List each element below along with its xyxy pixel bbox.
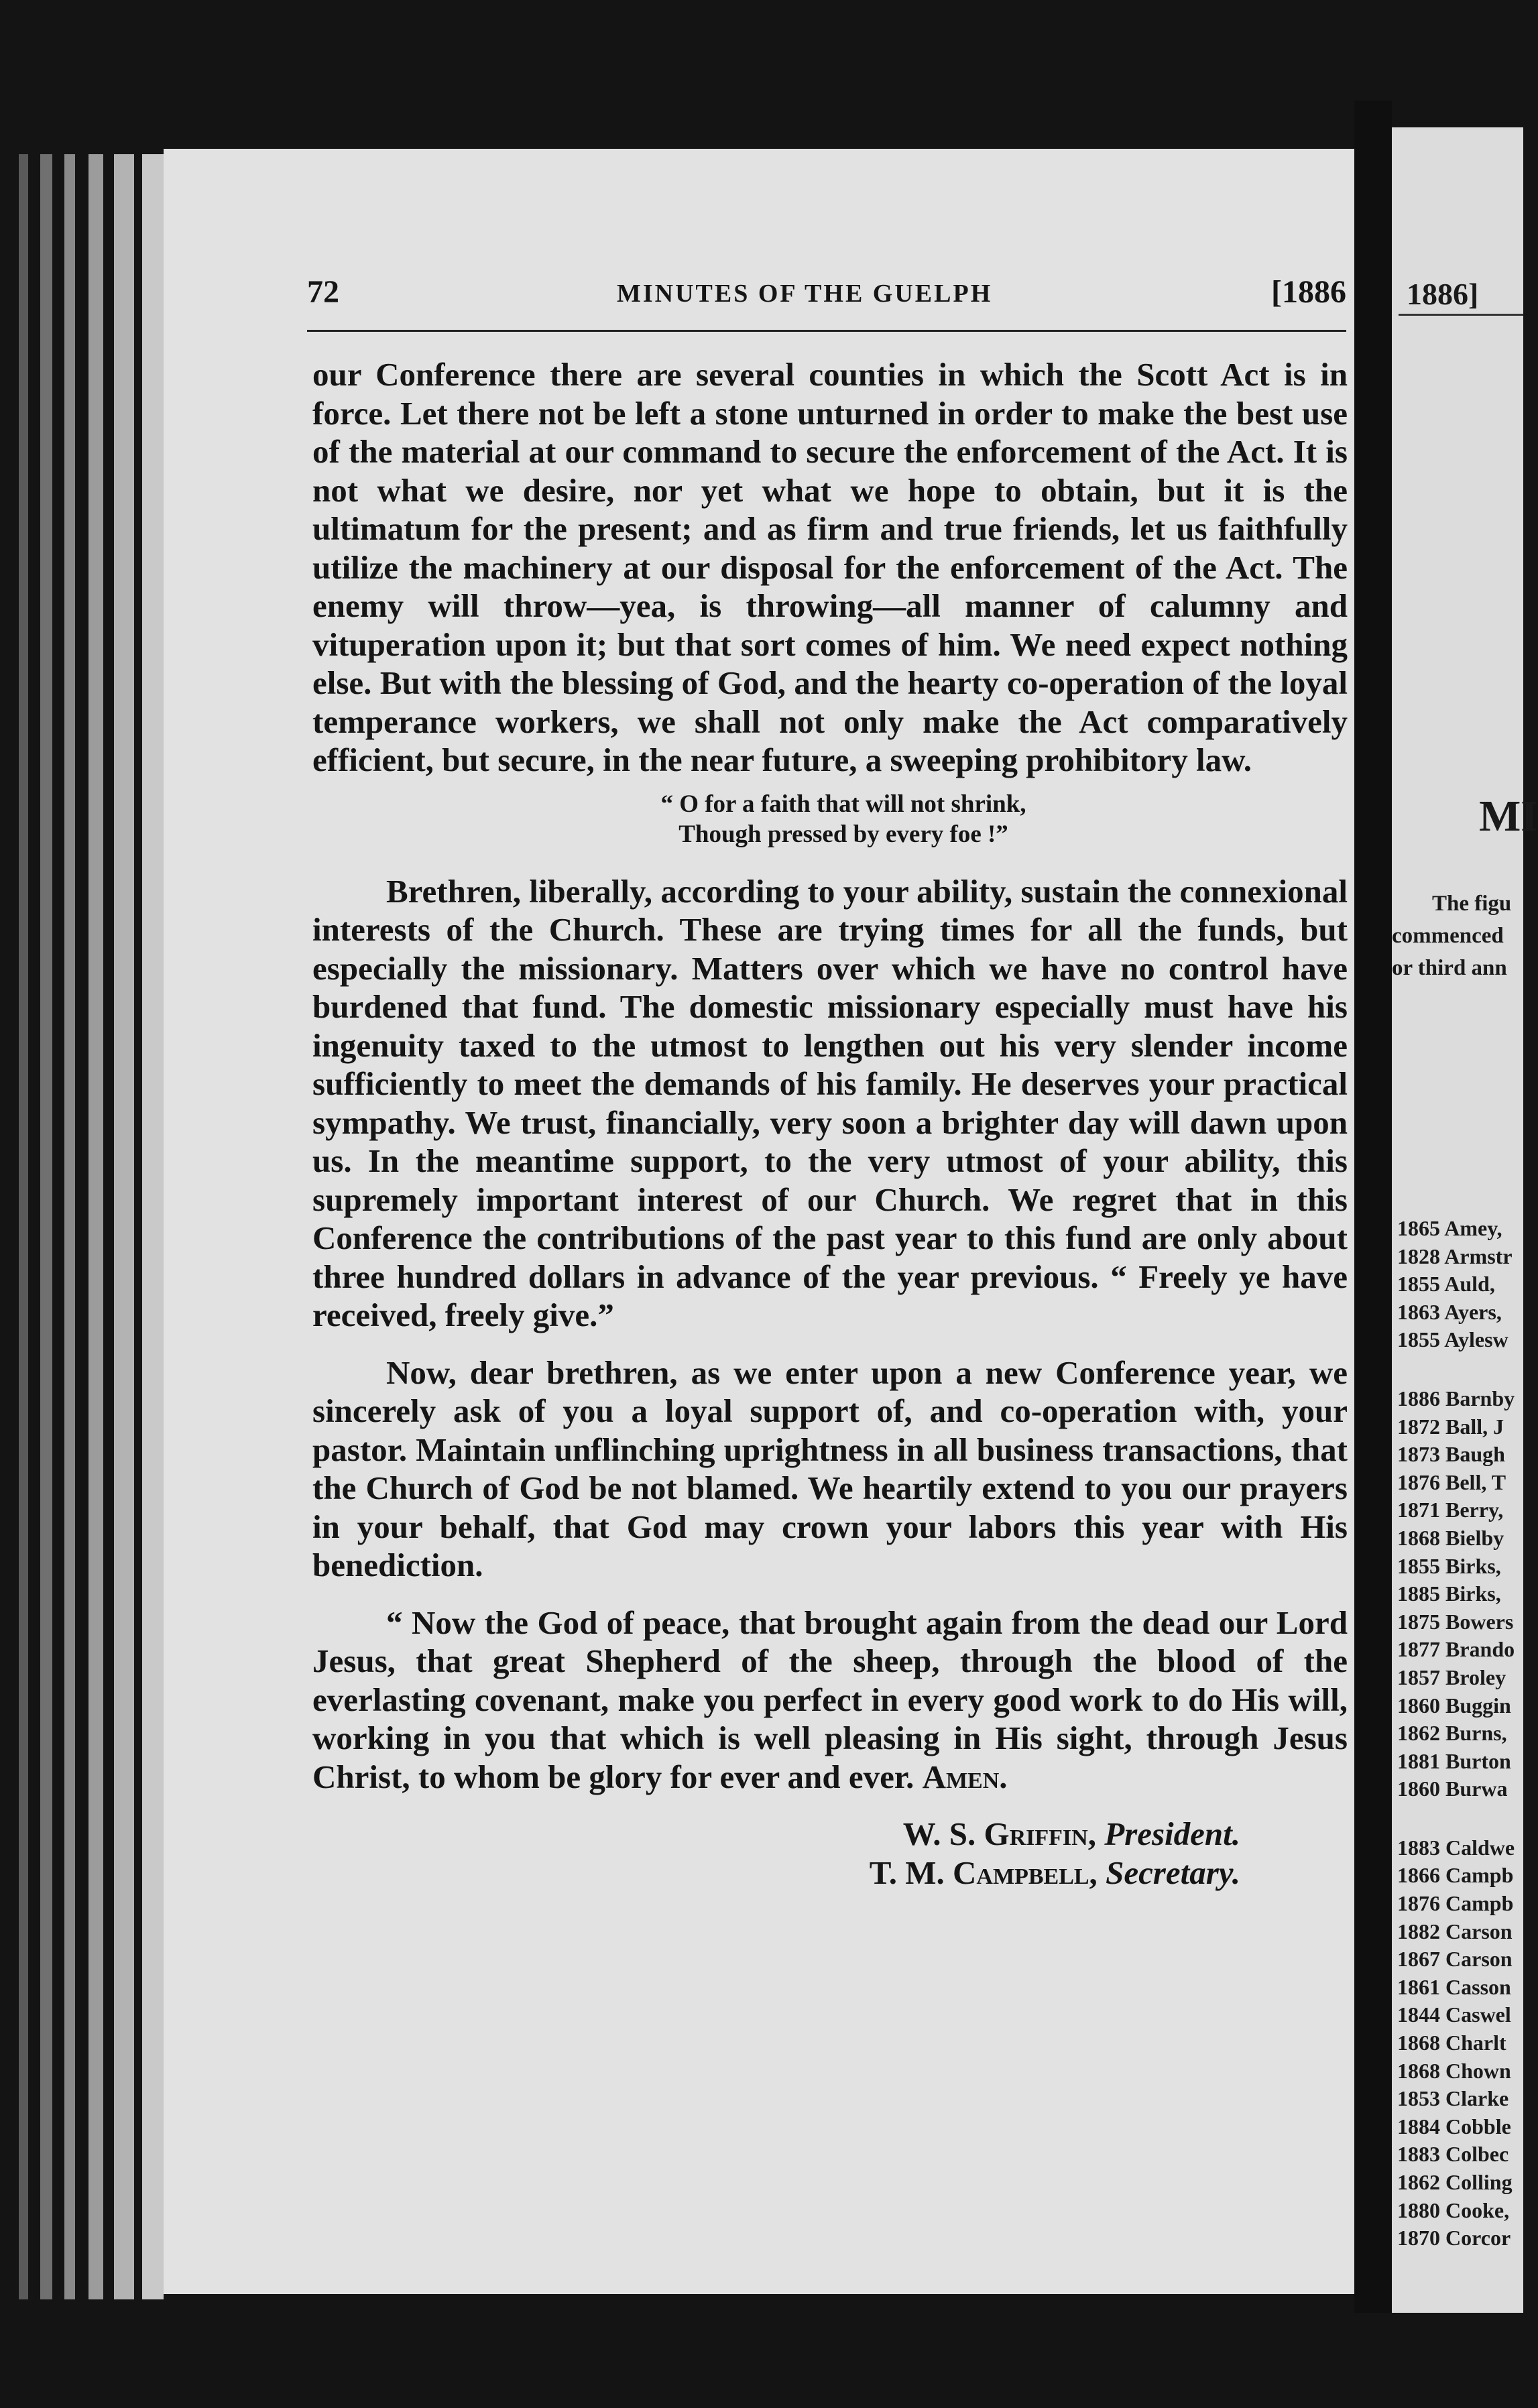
list-item: 1867 Carson	[1397, 1947, 1513, 1972]
list-item: 1880 Cooke,	[1397, 2198, 1510, 2222]
list-item: 1868 Bielby	[1397, 1525, 1504, 1550]
quote-line: Though pressed by every foe !”	[678, 820, 1008, 848]
list-item: 1881 Burton	[1397, 1748, 1511, 1773]
right-page-name-list	[1397, 1215, 1515, 2283]
list-item: 1877 Brando	[1397, 1637, 1515, 1662]
signature-name: W. S. Griffin,	[902, 1815, 1096, 1852]
list-item: 1865 Amey,	[1397, 1216, 1502, 1240]
signature-name: T. M. Campbell,	[869, 1854, 1098, 1891]
signature-role: Secretary.	[1106, 1854, 1240, 1891]
paragraph-conference-year: Now, dear brethren, as we enter upon a new Conference year, we sincerely ask of you a loyal support of, and co-operation with, your pastor. Maintain unflinching uprightness in all business transactions, that the Church of God be not blamed. We heartily extend to you our prayers in your behalf, that God may crown your labors this year with His benediction.	[312, 1353, 1348, 1583]
right-page-intro-line: The figu	[1432, 892, 1512, 916]
right-page-header: 1886]	[1407, 277, 1479, 311]
list-item: 1844 Caswel	[1397, 2002, 1511, 2027]
benediction-text: “ Now the God of peace, that brought again from the dead our Lord Jesus, that great Shepherd of the sheep, through the blood of the everlasting covenant, make you perfect in every good work to do His will, working in you that which is well pleasing in His sight, through Jesus Christ, to whom be glory for ever and ever.	[312, 1604, 1348, 1795]
running-head	[307, 274, 1353, 320]
list-item: 1884 Cobble	[1397, 2114, 1511, 2139]
header-rule	[307, 330, 1346, 332]
list-item: 1871 Berry,	[1397, 1498, 1504, 1522]
name-group	[1397, 1215, 1515, 1354]
list-item: 1870 Corcor	[1397, 2226, 1511, 2250]
list-item: 1863 Ayers,	[1397, 1299, 1502, 1324]
list-item: 1872 Ball, J	[1397, 1414, 1504, 1439]
name-group	[1397, 1385, 1515, 1803]
list-item: 1855 Aylesw	[1397, 1327, 1509, 1352]
name-group	[1397, 1834, 1515, 2252]
right-page	[1392, 127, 1538, 2313]
quote-line: “ O for a faith that will not shrink,	[660, 790, 1026, 818]
signature-role: President.	[1104, 1815, 1240, 1852]
right-page-rule	[1399, 314, 1523, 316]
list-item: 1866 Campb	[1397, 1863, 1514, 1888]
list-item: 1855 Birks,	[1397, 1553, 1501, 1578]
list-item: 1857 Broley	[1397, 1665, 1506, 1689]
running-title: MINUTES OF THE GUELPH	[617, 280, 993, 308]
book-gutter	[1354, 101, 1392, 2313]
list-item: 1853 Clarke	[1397, 2086, 1509, 2111]
right-page-heading: MI	[1479, 792, 1538, 841]
paragraph-missionary: Brethren, liberally, according to your ability, sustain the connexional interests of the Church. These are trying times for all the funds, but especially the missionary. Matters over which we have no control have burdened that fund. The domestic missionary especially must have his ingenuity taxed to the utmost to lengthen out his very slender income sufficiently to meet the demands of his family. He deserves your practical sympathy. We trust, financially, very soon a brighter day will dawn upon us. In the meantime support, to the very utmost of your ability, this supremely important interest of our Church. We regret that in this Conference the contributions of the past year to this fund are only about three hundred dollars in advance of the year previous. “ Freely ye have received, freely give.”	[312, 872, 1348, 1333]
list-item: 1876 Bell, T	[1397, 1469, 1506, 1494]
list-item: 1882 Carson	[1397, 1919, 1513, 1943]
list-item: 1860 Buggin	[1397, 1693, 1511, 1718]
list-item: 1873 Baugh	[1397, 1442, 1505, 1467]
list-item: 1883 Colbec	[1397, 2142, 1509, 2167]
running-year: [1886	[1271, 274, 1346, 310]
main-text	[312, 355, 1348, 1892]
page-number: 72	[307, 274, 339, 310]
right-page-intro-line: or third ann	[1392, 956, 1507, 980]
right-page-intro-line: commenced	[1392, 924, 1504, 948]
signature-secretary	[312, 1854, 1348, 1892]
paragraph-continued: our Conference there are several counties in which the Scott Act is in force. Let there not be left a stone unturned in order to make the best use of the material at our command to secure the enforcement of the Act. It is not what we desire, nor yet what we hope to obtain, but it is the ultimatum for the present; and as firm and true friends, let us faithfully utilize the machinery at our disposal for the enforcement of the Act. The enemy will throw—yea, is throwing—all manner of calumny and vituperation upon it; but that sort comes of him. We need expect nothing else. But with the blessing of God, and the hearty co-operation of the loyal temperance workers, we shall not only make the Act comparatively efficient, but secure, in the near future, a sweeping prohibitory law.	[312, 356, 1348, 778]
list-item: 1860 Burwa	[1397, 1777, 1508, 1801]
list-item: 1885 Birks,	[1397, 1581, 1501, 1606]
paragraph-benediction	[312, 1604, 1348, 1797]
list-item: 1868 Chown	[1397, 2058, 1511, 2083]
list-item: 1861 Casson	[1397, 1974, 1511, 1999]
hymn-quote	[339, 789, 1348, 849]
list-item: 1875 Bowers	[1397, 1609, 1514, 1634]
book-page-edges	[0, 154, 168, 2299]
list-item: 1876 Campb	[1397, 1891, 1514, 1916]
list-item: 1855 Auld,	[1397, 1272, 1495, 1297]
amen: Amen.	[922, 1758, 1008, 1795]
list-item: 1862 Colling	[1397, 2170, 1513, 2194]
list-item: 1828 Armstr	[1397, 1244, 1513, 1268]
signature-president	[312, 1815, 1348, 1854]
list-item: 1886 Barnby	[1397, 1386, 1515, 1410]
list-item: 1868 Charlt	[1397, 2031, 1506, 2055]
list-item: 1862 Burns,	[1397, 1721, 1507, 1746]
list-item: 1883 Caldwe	[1397, 1835, 1515, 1860]
